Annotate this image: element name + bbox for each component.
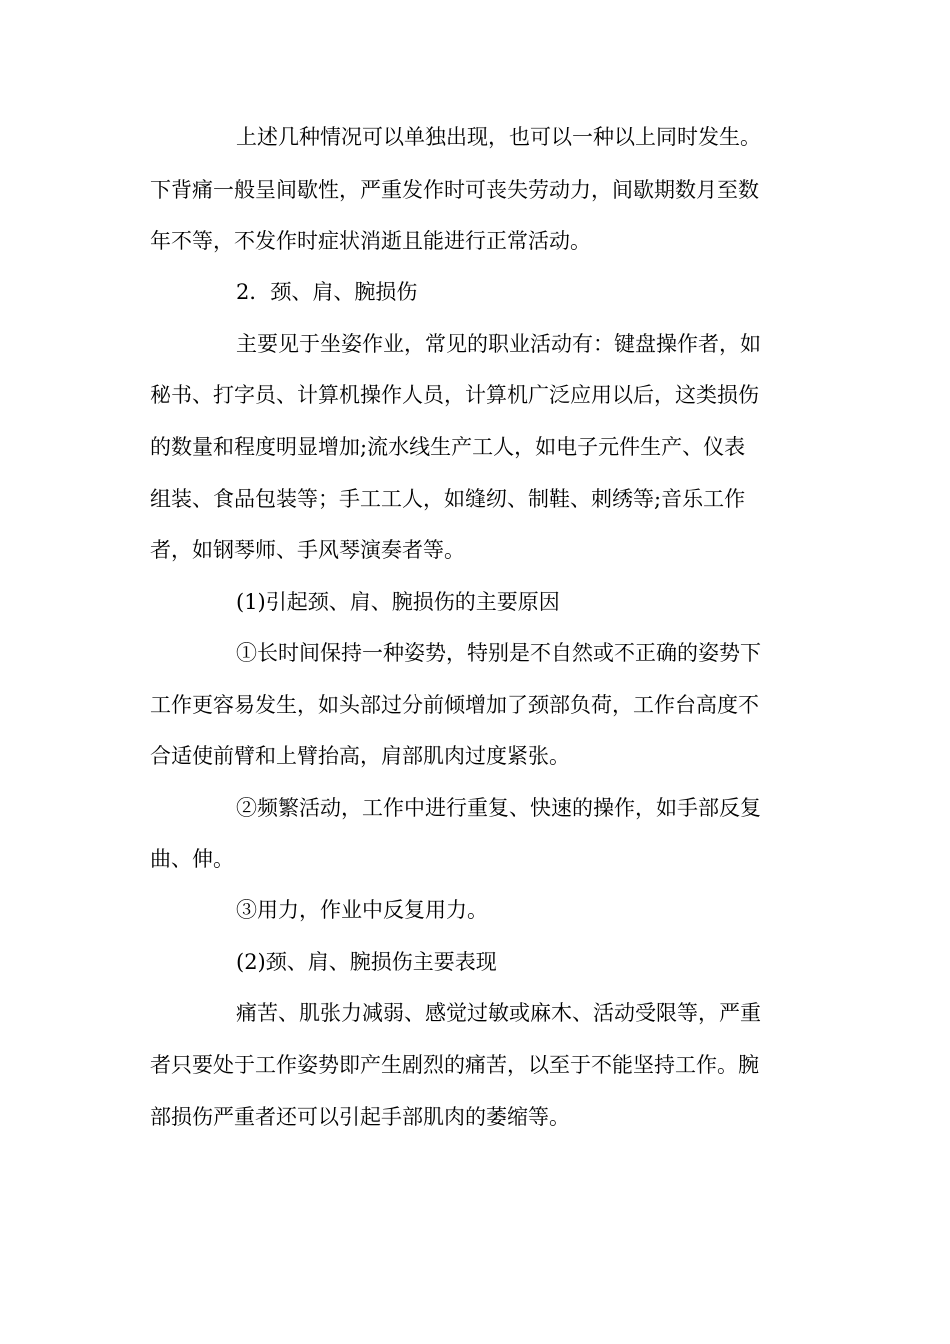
paragraph-2-line-5: 者，如钢琴师、手风琴演奏者等。 <box>150 538 465 562</box>
section-heading-2: 2．颈、肩、腕损伤 <box>236 280 418 304</box>
paragraph-1-line-1: 上述几种情况可以单独出现，也可以一种以上同时发生。 <box>236 125 761 149</box>
paragraph-1-line-2: 下背痛一般呈间歇性，严重发作时可丧失劳动力，间歇期数月至数 <box>150 178 759 202</box>
paragraph-3-line-3: 合适使前臂和上臂抬高，肩部肌肉过度紧张。 <box>150 744 570 768</box>
paragraph-2-line-2: 秘书、打字员、计算机操作人员，计算机广泛应用以后，这类损伤 <box>150 383 759 407</box>
paragraph-6-line-2: 者只要处于工作姿势即产生剧烈的痛苦，以至于不能坚持工作。腕 <box>150 1053 759 1077</box>
paragraph-2-line-1: 主要见于坐姿作业，常见的职业活动有：键盘操作者，如 <box>236 332 761 356</box>
paragraph-4-line-1: ②频繁活动，工作中进行重复、快速的操作，如手部反复 <box>236 796 761 820</box>
subheading-causes: (1)引起颈、肩、腕损伤的主要原因 <box>236 590 560 614</box>
subheading-symptoms: (2)颈、肩、腕损伤主要表现 <box>236 950 497 974</box>
paragraph-1-line-3: 年不等，不发作时症状消逝且能进行正常活动。 <box>150 229 591 253</box>
paragraph-6-line-1: 痛苦、肌张力减弱、感觉过敏或麻木、活动受限等，严重 <box>236 1001 761 1025</box>
paragraph-4-line-2: 曲、伸。 <box>150 847 234 871</box>
paragraph-3-line-2: 工作更容易发生，如头部过分前倾增加了颈部负荷，工作台高度不 <box>150 693 759 717</box>
paragraph-2-line-4: 组装、食品包装等；手工工人，如缝纫、制鞋、刺绣等;音乐工作 <box>150 487 746 511</box>
paragraph-2-line-3: 的数量和程度明显增加;流水线生产工人，如电子元件生产、仪表 <box>150 435 746 459</box>
paragraph-5-line-1: ③用力，作业中反复用力。 <box>236 898 488 922</box>
paragraph-6-line-3: 部损伤严重者还可以引起手部肌肉的萎缩等。 <box>150 1105 570 1129</box>
paragraph-3-line-1: ①长时间保持一种姿势，特别是不自然或不正确的姿势下 <box>236 641 761 665</box>
